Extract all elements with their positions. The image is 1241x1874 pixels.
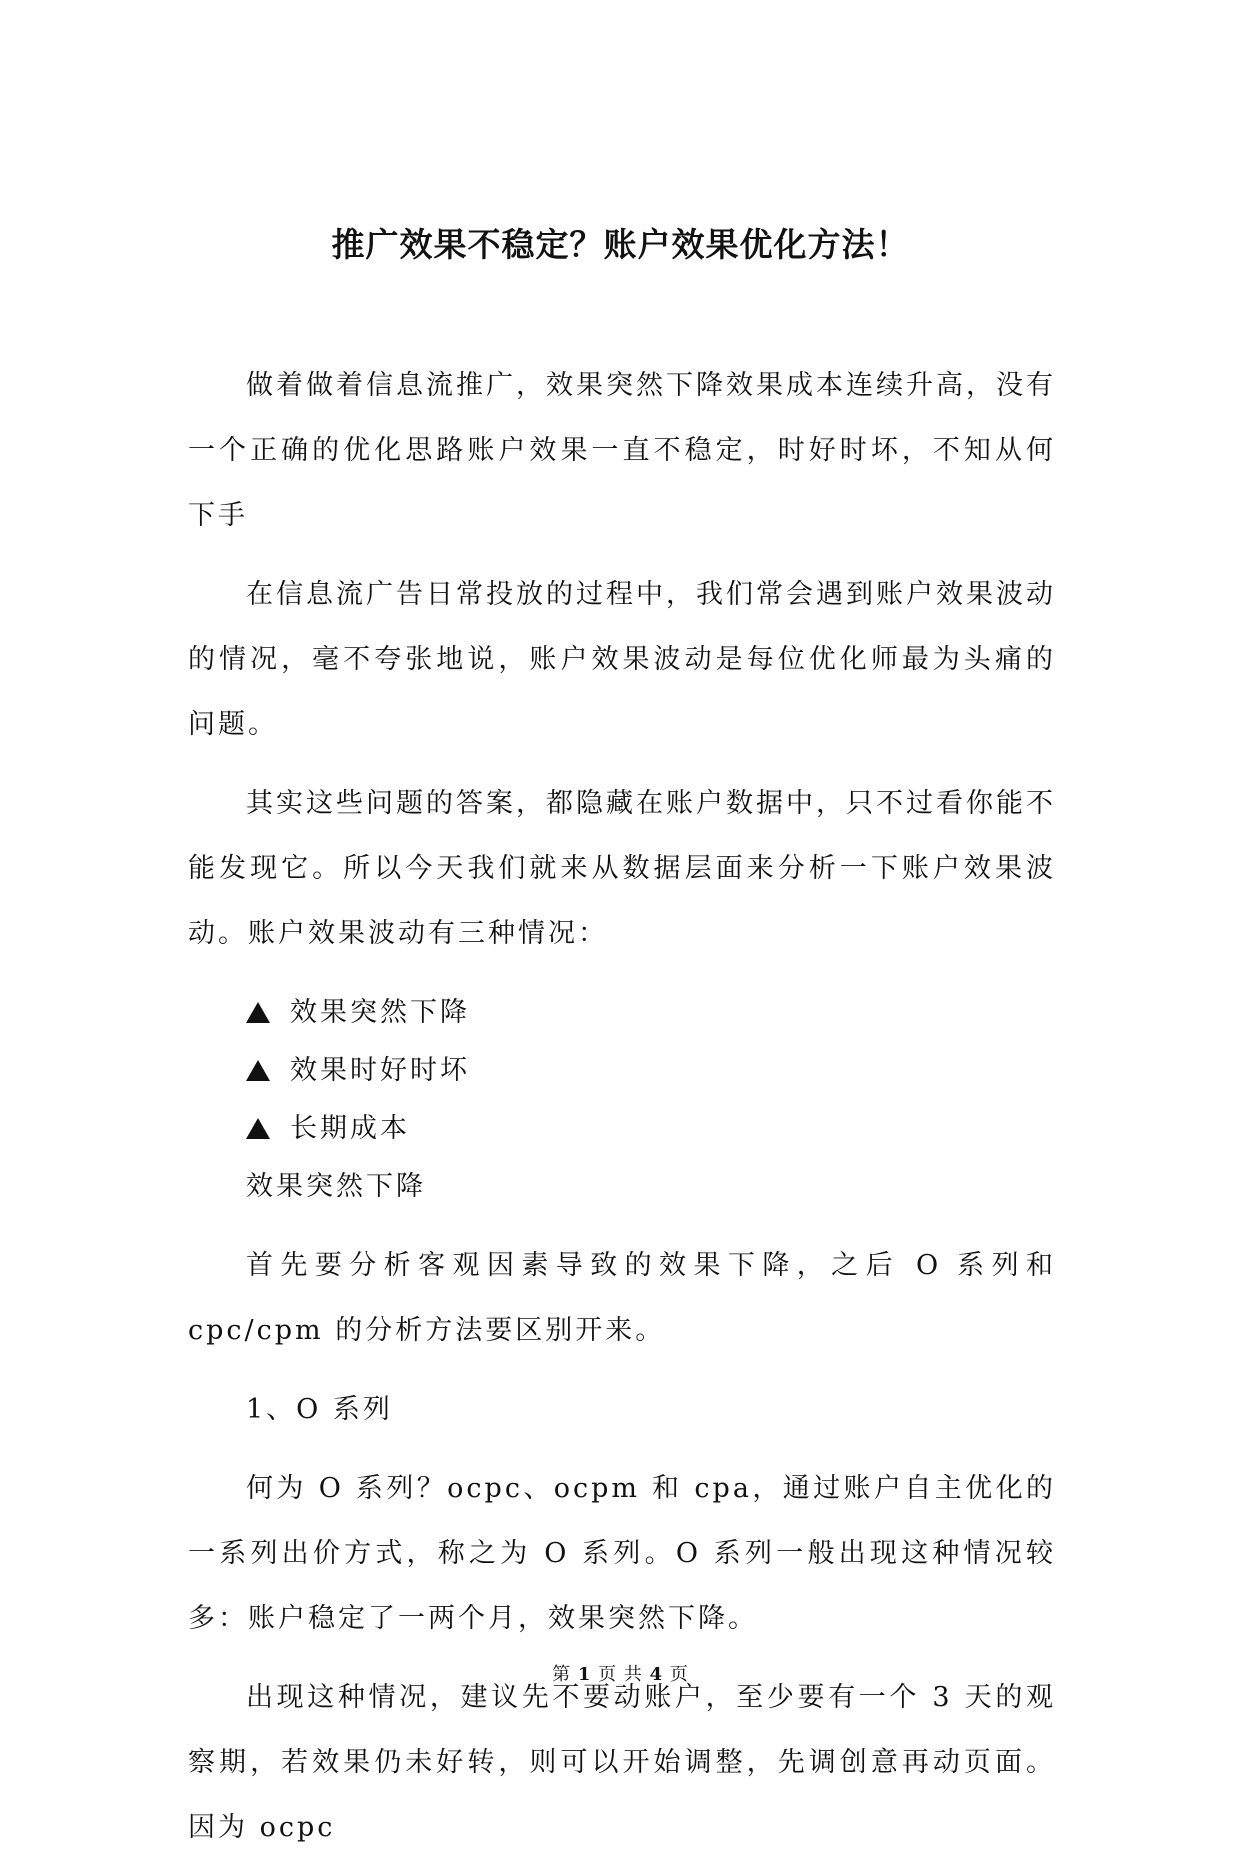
paragraph: 出现这种情况，建议先不要动账户，至少要有一个 3 天的观察期，若效果仍未好转，则可以开始调整，先调创意再动页面。因为 ocpc xyxy=(188,1682,1056,1843)
bullet-item xyxy=(246,980,1056,1045)
paragraph: 首先要分析客观因素导致的效果下降，之后 O 系列和 cpc/cpm 的分析方法要区别开来。 xyxy=(188,1250,1056,1346)
paragraph: 在信息流广告日常投放的过程中，我们常会遇到账户效果波动的情况，毫不夸张地说，账户效果波动是每位优化师最为头痛的问题。 xyxy=(188,579,1056,740)
triangle-bullet-icon xyxy=(246,1118,270,1139)
bullet-text: 效果时好时坏 xyxy=(290,1055,470,1086)
section-heading: 效果突然下降 xyxy=(246,1171,426,1202)
bullet-item xyxy=(246,1096,1056,1161)
footer-middle: 页 共 xyxy=(598,1664,643,1685)
bullet-text: 长期成本 xyxy=(290,1113,410,1144)
footer-suffix: 页 xyxy=(669,1664,689,1685)
bullet-item xyxy=(246,1038,1056,1103)
paragraph: 何为 O 系列？ocpc、ocpm 和 cpa，通过账户自主优化的一系列出价方式，称之为 O 系列。O 系列一般出现这种情况较多：账户稳定了一两个月，效果突然下降。 xyxy=(188,1473,1056,1634)
paragraph: 做着做着信息流推广，效果突然下降效果成本连续升高，没有一个正确的优化思路账户效果一直不稳定，时好时坏，不知从何下手 xyxy=(188,370,1056,531)
bullet-text: 效果突然下降 xyxy=(290,997,470,1028)
triangle-bullet-icon xyxy=(246,1060,270,1081)
triangle-bullet-icon xyxy=(246,1002,270,1023)
document-body xyxy=(188,353,1056,1874)
footer-prefix: 第 xyxy=(552,1664,572,1685)
paragraph: 其实这些问题的答案，都隐藏在账户数据中，只不过看你能不能发现它。所以今天我们就来从数据层面来分析一下账户效果波动。账户效果波动有三种情况： xyxy=(188,788,1056,949)
subsection-heading: 1、O 系列 xyxy=(246,1394,393,1425)
total-page-number: 4 xyxy=(649,1664,664,1685)
page-footer xyxy=(0,1660,1241,1686)
document-title: 推广效果不稳定？账户效果优化方法！ xyxy=(331,225,910,264)
current-page-number: 1 xyxy=(577,1664,592,1685)
